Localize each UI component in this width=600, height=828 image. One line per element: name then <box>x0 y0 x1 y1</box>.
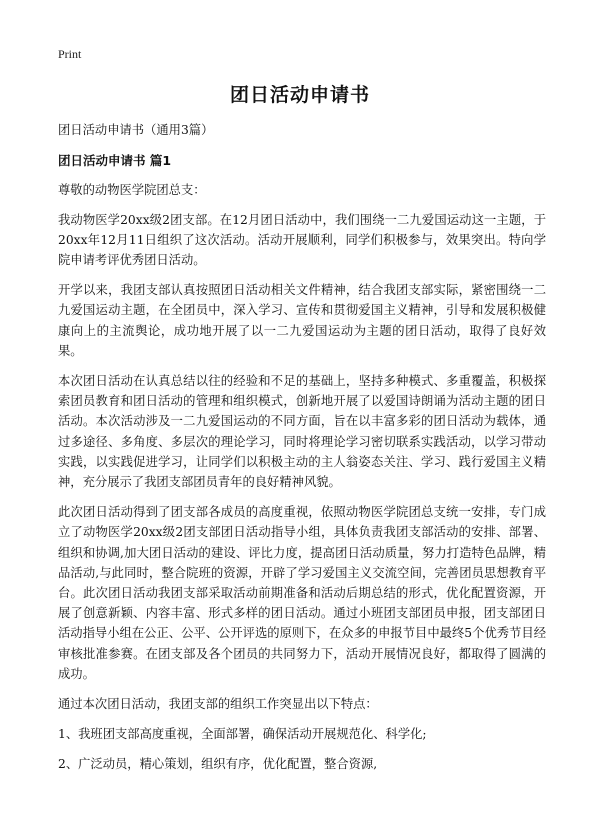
page-title: 团日活动申请书 <box>229 84 370 106</box>
paragraph-organization: 此次团日活动得到了团支部各成员的高度重视，依照动物医学院团总支统一安排，专门成立了动物医学20xx级2团支部团日活动指导小组，具体负责我团支部活动的安排、部署、组织和协调,加大团日活动的建设、评比力度，提高团日活动质量，努力打造特色品牌，精品活动,与此同时，整合院班的资源，开辟了学习爱国主义交流空间，完善团员思想教育平台。此次团日活动我团支部采取活动前期准备和活动后期总结的形式，优化配置资源，开展了创意新颖、内容丰富、形式多样的团日活动。通过小班团支部团员申报，团支部团日活动指导小组在公正、公平、公开评选的原则下，在众多的申报节目中最终5个优秀节目经审核批准参赛。在团支部及各个团员的共同努力下，活动开展情况良好，都取得了圆满的成功。 <box>58 505 546 681</box>
salutation: 尊敬的动物医学院团总支： <box>58 183 206 198</box>
paragraph-intro: 我动物医学20xx级2团支部。在12月团日活动中，我们围绕一二九爱国运动这一主题，于20xx年12月11日组织了这次活动。活动开展顺利，同学们积极参与，效果突出。特向学院申请考评优秀团日活动。 <box>58 212 546 268</box>
section-heading: 团日活动申请书 篇1 <box>58 153 172 169</box>
paragraph-activity-overview: 本次团日活动在认真总结以往的经验和不足的基础上，坚持多种模式、多重覆盖，积极探索团员教育和团日活动的管理和组织模式，创新地开展了以爱国诗朗诵为活动主题的团日活动。本次活动涉及一二九爱国运动的不同方面，旨在以丰富多彩的团日活动为载体，通过多途径、多角度、多层次的理论学习，同时将理论学习密切联系实践活动，以学习带动实践，以实践促进学习，让同学们以积极主动的主人翁姿态关注、学习、践行爱国主义精神，充分展示了我团支部团员青年的良好精神风貌。 <box>58 374 546 490</box>
paragraph-features-intro: 通过本次团日活动，我团支部的组织工作突显出以下特点： <box>58 697 378 712</box>
list-item-feature-2: 2、广泛动员，精心策划，组织有序，优化配置，整合资源, <box>58 757 378 772</box>
document-subtitle: 团日活动申请书（通用3篇） <box>58 123 214 137</box>
list-item-feature-1: 1、我班团支部高度重视，全面部署，确保活动开展规范化、科学化; <box>58 727 427 742</box>
paragraph-background: 开学以来，我团支部认真按照团日活动相关文件精神，结合我团支部实际，紧密围绕一二九爱国运动主题，在全团员中，深入学习、宣传和贯彻爱国主义精神，引导和发展积极健康向上的主流舆论，成功地开展了以一二九爱国运动为主题的团日活动，取得了良好效果。 <box>58 283 546 358</box>
document-body <box>58 120 546 785</box>
print-link[interactable]: Print <box>58 47 82 61</box>
